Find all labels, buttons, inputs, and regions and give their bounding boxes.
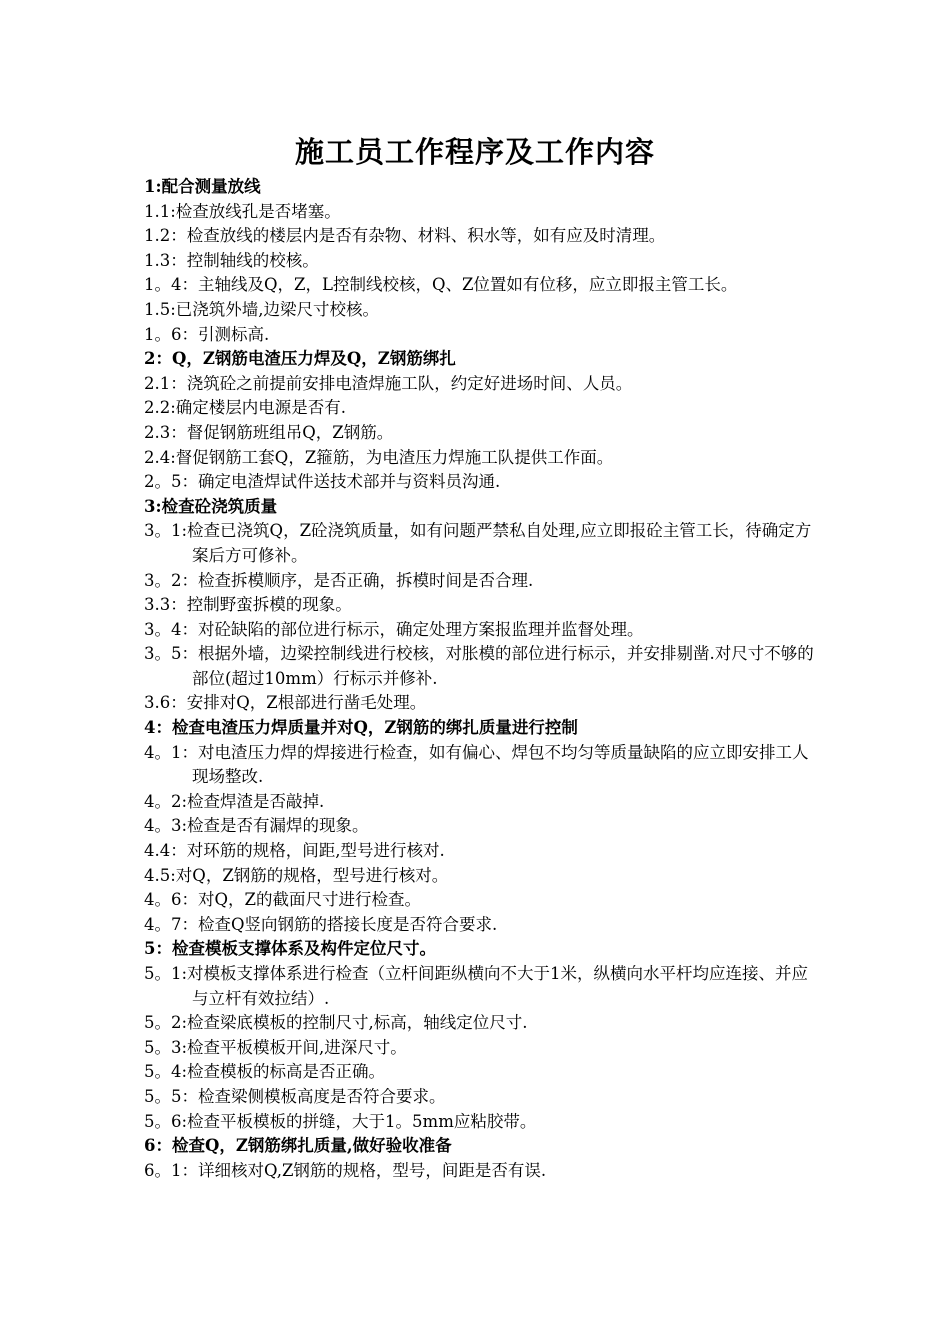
text-line: 5。4:检查模板的标高是否正确。 (144, 1062, 386, 1082)
text-line: 5。5：检查梁侧模板高度是否符合要求。 (144, 1086, 446, 1106)
text-line: 1。4：主轴线及Q，Z，L控制线校核，Q、Z位置如有位移，应立即报主管工长。 (144, 275, 738, 295)
text-line: 3.6：安排对Q，Z根部进行凿毛处理。 (144, 693, 427, 713)
text-line: 3。1:检查已浇筑Q，Z砼浇筑质量，如有问题严禁私自处理,应立即报砼主管工长，待确定方案后方可修补。 (144, 521, 812, 565)
text-line: 1。6：引测标高. (144, 324, 270, 344)
section-heading: 1:配合测量放线 (144, 177, 261, 196)
text-line: 2.2:确定楼层内电源是否有. (144, 398, 347, 418)
text-line: 5。1:对模板支撑体系进行检查（立杆间距纵横向不大于1米，纵横向水平杆均应连接、并应与立杆有效拉结）. (144, 964, 809, 1008)
text-line: 1.3：控制轴线的校核。 (144, 250, 319, 270)
text-line: 1.5:已浇筑外墙,边梁尺寸校核。 (144, 299, 380, 319)
text-line: 5。3:检查平板模板开间,进深尺寸。 (144, 1037, 407, 1057)
text-line: 2.4:督促钢筋工套Q，Z箍筋，为电渣压力焊施工队提供工作面。 (144, 447, 614, 467)
document-body (144, 175, 814, 1183)
section-heading: 6：检查Q，Z钢筋绑扎质量,做好验收准备 (144, 1136, 452, 1156)
text-line: 3。5：根据外墙，边梁控制线进行校核，对胀模的部位进行标示，并安排剔凿.对尺寸不够的部位(超过10mm）行标示并修补. (144, 644, 814, 688)
text-line: 2。5：确定电渣焊试件送技术部并与资料员沟通. (144, 472, 501, 492)
text-line: 5。6:检查平板模板的拼缝，大于1。5mm应粘胶带。 (144, 1111, 537, 1131)
text-line: 4.4：对环筋的规格，间距,型号进行核对. (144, 841, 445, 861)
text-line: 4。3:检查是否有漏焊的现象。 (144, 816, 369, 836)
section-heading: 2：Q，Z钢筋电渣压力焊及Q，Z钢筋绑扎 (144, 349, 456, 369)
text-line: 1.1:检查放线孔是否堵塞。 (144, 201, 341, 221)
document-title: 施工员工作程序及工作内容 (294, 135, 655, 169)
text-line: 4。1：对电渣压力焊的焊接进行检查，如有偏心、焊包不均匀等质量缺陷的应立即安排工人现场整改. (144, 742, 809, 787)
text-line: 4。6：对Q，Z的截面尺寸进行检查。 (144, 890, 421, 910)
text-line: 3。4：对砼缺陷的部位进行标示，确定处理方案报监理并监督处理。 (144, 619, 644, 639)
text-line: 4.5:对Q，Z钢筋的规格，型号进行核对。 (144, 865, 449, 885)
text-line: 4。7：检查Q竖向钢筋的搭接长度是否符合要求. (144, 914, 498, 934)
text-line: 1.2：检查放线的楼层内是否有杂物、材料、积水等，如有应及时清理。 (144, 226, 666, 246)
text-line: 5。2:检查梁底模板的控制尺寸,标高，轴线定位尺寸. (144, 1013, 528, 1033)
text-line: 4。2:检查焊渣是否敲掉. (144, 791, 325, 811)
section-heading: 4：检查电渣压力焊质量并对Q，Z钢筋的绑扎质量进行控制 (144, 718, 578, 738)
section-heading: 3:检查砼浇筑质量 (144, 496, 278, 516)
text-line: 3。2：检查拆模顺序，是否正确，拆模时间是否合理. (144, 570, 534, 590)
text-line: 2.3：督促钢筋班组吊Q，Z钢筋。 (144, 422, 394, 442)
text-line: 6。1：详细核对Q,Z钢筋的规格，型号，间距是否有误. (144, 1160, 547, 1180)
text-line: 3.3：控制野蛮拆模的现象。 (144, 595, 352, 615)
text-line: 2.1：浇筑砼之前提前安排电渣焊施工队，约定好进场时间、人员。 (144, 373, 633, 393)
section-heading: 5：检查模板支撑体系及构件定位尺寸。 (144, 939, 436, 959)
